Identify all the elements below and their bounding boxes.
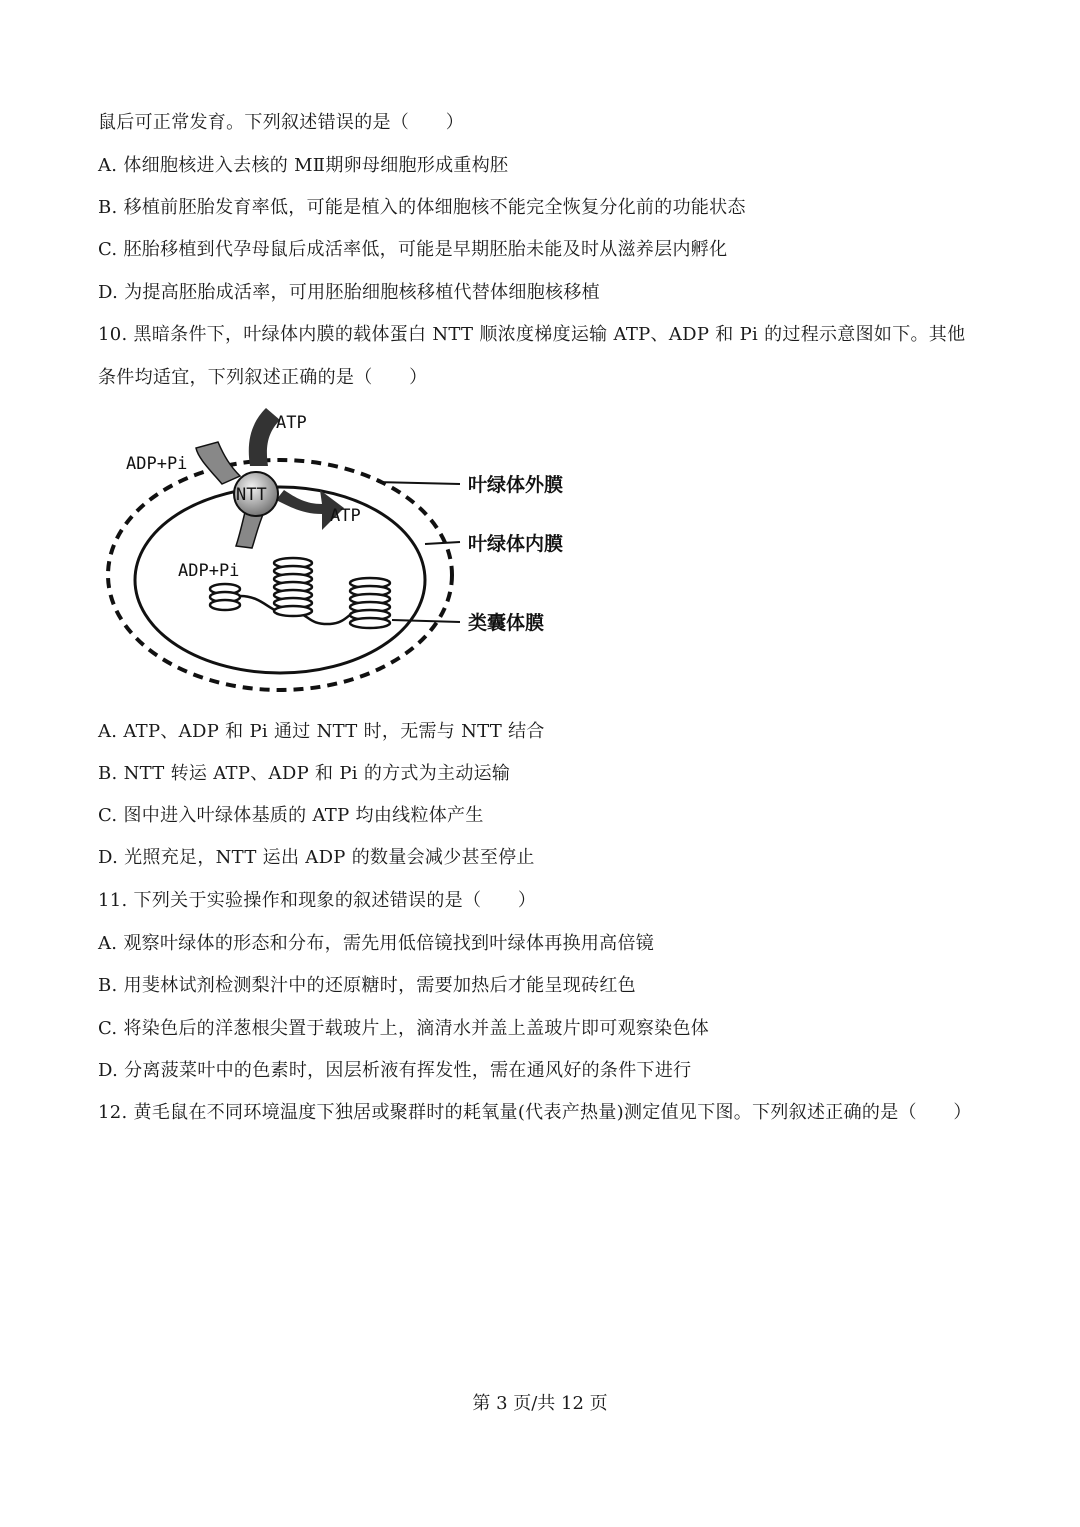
- option-d: D. 分离菠菜叶中的色素时，因层析液有挥发性，需在通风好的条件下进行: [98, 1060, 692, 1081]
- option-a: A. 体细胞核进入去核的 MⅡ期卵母细胞形成重构胚: [98, 155, 509, 176]
- label-thylakoid-membrane: 类囊体膜: [468, 612, 545, 634]
- question-12-stem: 12. 黄毛鼠在不同环境温度下独居或聚群时的耗氧量(代表产热量)测定值见下图。下列叙述正确的是（ ）: [98, 1102, 972, 1123]
- label-inner-membrane: 叶绿体内膜: [468, 533, 564, 555]
- option-b: B. 用斐林试剂检测梨汁中的还原糖时，需要加热后才能呈现砖红色: [98, 975, 636, 996]
- label-outer-membrane: 叶绿体外膜: [468, 474, 564, 496]
- text-line: 鼠后可正常发育。下列叙述错误的是（ ）: [98, 112, 464, 133]
- adp-pi-label-inner: ADP+Pi: [178, 561, 240, 581]
- atp-label-inner: ATP: [330, 506, 361, 526]
- question-11-stem: 11. 下列关于实验操作和现象的叙述错误的是（ ）: [98, 890, 537, 911]
- page-footer: 第 3 页/共 12 页: [472, 1393, 608, 1414]
- option-b: B. 移植前胚胎发育率低，可能是植入的体细胞核不能完全恢复分化前的功能状态: [98, 197, 746, 218]
- option-c: C. 图中进入叶绿体基质的 ATP 均由线粒体产生: [98, 805, 484, 826]
- option-a: A. 观察叶绿体的形态和分布，需先用低倍镜找到叶绿体再换用高倍镜: [98, 933, 655, 954]
- option-c: C. 将染色后的洋葱根尖置于载玻片上，滴清水并盖上盖玻片即可观察染色体: [98, 1018, 710, 1039]
- option-d: D. 光照充足，NTT 运出 ADP 的数量会减少甚至停止: [98, 847, 535, 868]
- option-a: A. ATP、ADP 和 Pi 通过 NTT 时，无需与 NTT 结合: [98, 721, 545, 742]
- question-10-stem: 10. 黑暗条件下，叶绿体内膜的载体蛋白 NTT 顺浓度梯度运输 ATP、ADP 和 Pi 的过程示意图如下。其他: [98, 324, 966, 345]
- adp-pi-label-top: ADP+Pi: [126, 454, 188, 474]
- atp-label-top: ATP: [276, 413, 307, 433]
- chloroplast-ntt-diagram: [100, 400, 600, 700]
- question-10-stem-cont: 条件均适宜，下列叙述正确的是（ ）: [98, 367, 428, 388]
- option-b: B. NTT 转运 ATP、ADP 和 Pi 的方式为主动运输: [98, 763, 511, 784]
- option-d: D. 为提高胚胎成活率，可用胚胎细胞核移植代替体细胞核移植: [98, 282, 600, 303]
- ntt-label: NTT: [236, 485, 267, 505]
- option-c: C. 胚胎移植到代孕母鼠后成活率低，可能是早期胚胎未能及时从滋养层内孵化: [98, 239, 728, 260]
